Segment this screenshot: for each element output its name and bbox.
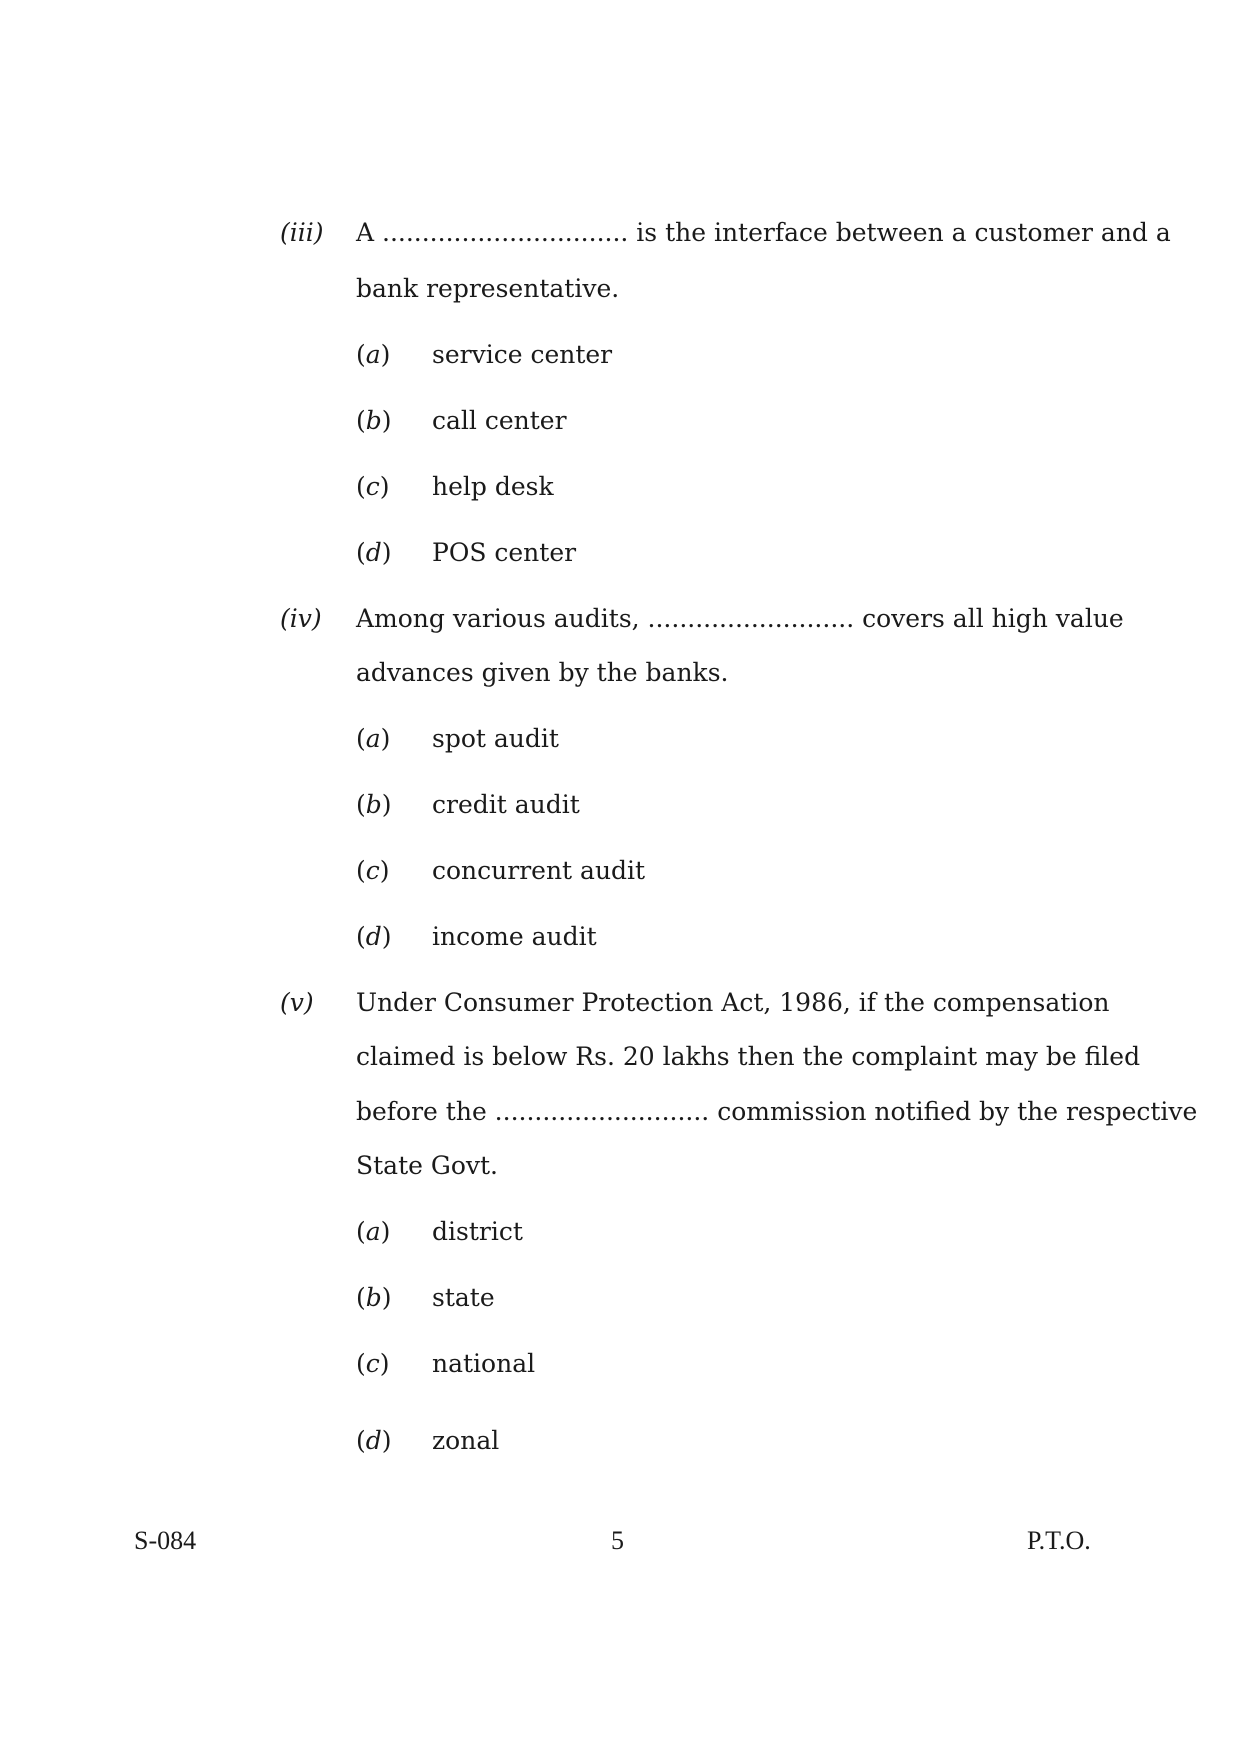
option-text: spot audit xyxy=(432,724,559,753)
option-item xyxy=(0,922,1240,956)
option-item xyxy=(0,790,1240,824)
question-text-line: A ............................... is the interface between a customer and a xyxy=(356,218,1171,247)
pto-label: P.T.O. xyxy=(1027,1526,1091,1555)
question-text-line: Under Consumer Protection Act, 1986, if the compensation xyxy=(356,988,1110,1017)
option-label: (d) xyxy=(356,538,392,567)
option-label: (a) xyxy=(356,724,391,753)
option-text: national xyxy=(432,1349,536,1378)
option-item xyxy=(0,1349,1240,1383)
question-text-line: before the ........................... commission notified by the respective xyxy=(356,1097,1198,1126)
option-label: (d) xyxy=(356,1426,392,1455)
option-item xyxy=(0,1217,1240,1251)
option-text: service center xyxy=(432,340,613,369)
option-label: (a) xyxy=(356,1217,391,1246)
page-number: 5 xyxy=(611,1526,624,1555)
option-item xyxy=(0,472,1240,506)
option-label: (b) xyxy=(356,406,392,435)
question-text-line: advances given by the banks. xyxy=(356,658,729,687)
question-number: (iv) xyxy=(280,604,322,633)
question-text-line: claimed is below Rs. 20 lakhs then the complaint may be filed xyxy=(356,1042,1141,1071)
option-item xyxy=(0,538,1240,572)
option-item xyxy=(0,340,1240,374)
option-label: (c) xyxy=(356,856,390,885)
option-text: zonal xyxy=(432,1426,500,1455)
option-item xyxy=(0,1283,1240,1317)
question-text-line: bank representative. xyxy=(356,274,620,303)
option-label: (b) xyxy=(356,1283,392,1312)
option-item xyxy=(0,724,1240,758)
question-text-line: State Govt. xyxy=(356,1151,499,1180)
paper-code: S-084 xyxy=(134,1526,197,1555)
option-item xyxy=(0,1426,1240,1460)
option-item xyxy=(0,856,1240,890)
option-label: (d) xyxy=(356,922,392,951)
option-item xyxy=(0,406,1240,440)
option-text: district xyxy=(432,1217,523,1246)
option-label: (c) xyxy=(356,472,390,501)
option-label: (b) xyxy=(356,790,392,819)
option-label: (a) xyxy=(356,340,391,369)
option-text: state xyxy=(432,1283,495,1312)
question-number: (v) xyxy=(280,988,314,1017)
option-text: credit audit xyxy=(432,790,580,819)
option-label: (c) xyxy=(356,1349,390,1378)
question-text-line: Among various audits, .......................... covers all high value xyxy=(356,604,1124,633)
option-text: POS center xyxy=(432,538,577,567)
option-text: concurrent audit xyxy=(432,856,646,885)
option-text: help desk xyxy=(432,472,554,501)
question-number: (iii) xyxy=(280,218,324,247)
option-text: call center xyxy=(432,406,567,435)
option-text: income audit xyxy=(432,922,597,951)
